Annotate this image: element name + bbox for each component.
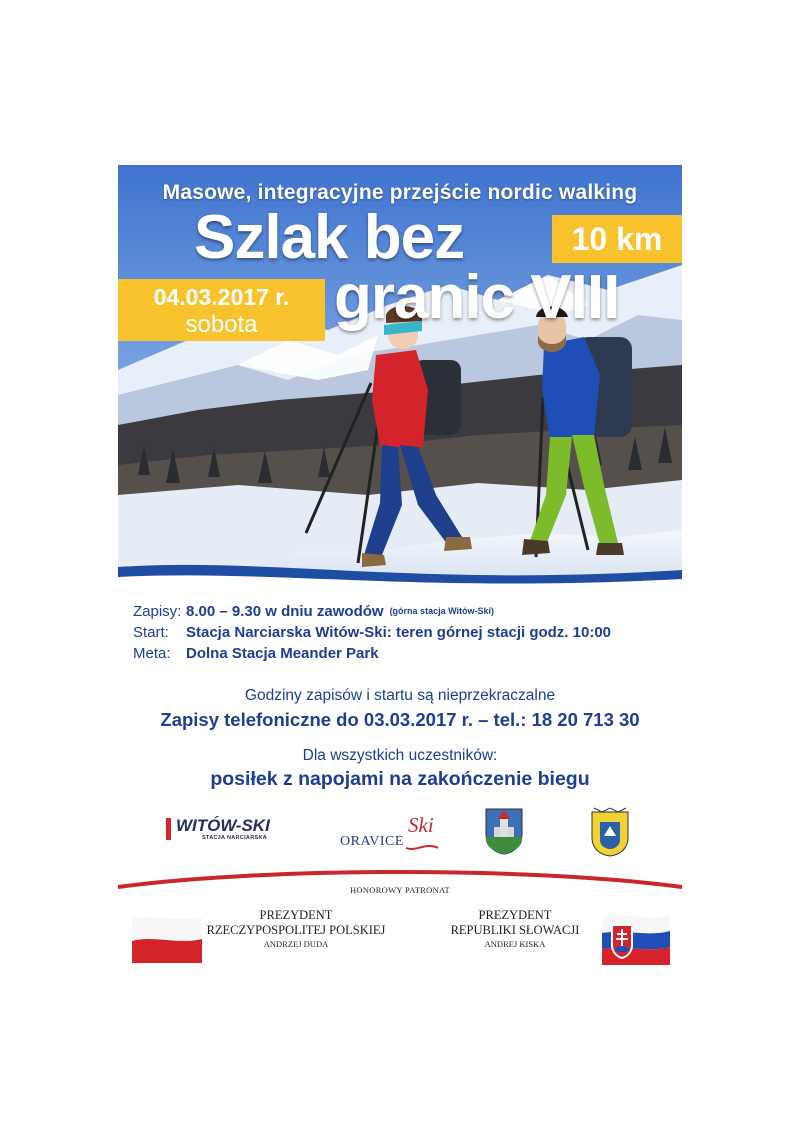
event-weekday: sobota — [185, 311, 258, 338]
schedule-row-start — [133, 622, 673, 643]
patron-country: REPUBLIKI SŁOWACJI — [450, 923, 580, 937]
witow-ski-logo-text: WITÓW-SKI — [176, 816, 270, 835]
schedule-note: (górna stacja Witów-Ski) — [389, 606, 494, 616]
oravice-logo-text: ORAVICE — [340, 834, 404, 849]
schedule-block — [133, 601, 673, 664]
oravice-swoosh-icon — [340, 808, 440, 858]
event-poster — [118, 165, 682, 985]
patron-name: ANDRZEJ DUDA — [263, 939, 329, 949]
witow-ski-logo-subtext: STACJA NARCIARSKA — [202, 835, 267, 841]
municipal-crest-icon — [484, 807, 524, 855]
poland-flag-icon — [132, 913, 202, 963]
distance-badge: 10 km — [552, 215, 682, 263]
municipal-crest-icon — [588, 806, 632, 858]
schedule-row-finish — [133, 643, 673, 664]
patron-slovakia — [430, 908, 600, 950]
hero-image — [118, 165, 682, 587]
deadline-notice: Godziny zapisów i startu są nieprzekraczalne — [244, 687, 556, 704]
schedule-label: Zapisy: — [133, 603, 182, 620]
slovakia-flag-icon — [602, 913, 670, 965]
oravice-logo-ski: Ski — [408, 813, 434, 837]
phone-registration: Zapisy telefoniczne do 03.03.2017 r. – tel.: 18 20 713 30 — [160, 709, 640, 730]
date-badge — [118, 279, 325, 341]
event-subtitle: Masowe, integracyjne przejście nordic walking — [162, 181, 638, 204]
schedule-value: Stacja Narciarska Witów-Ski: teren górnej stacji godz. 10:00 — [186, 624, 612, 641]
schedule-value: Dolna Stacja Meander Park — [186, 645, 379, 662]
patronage-title: HONOROWY PATRONAT — [349, 885, 451, 895]
patron-country: RZECZYPOSPOLITEJ POLSKIEJ — [206, 923, 386, 937]
schedule-row-registration — [133, 601, 673, 622]
schedule-value: 8.00 – 9.30 w dniu zawodów — [186, 603, 384, 620]
patron-name: ANDREJ KISKA — [484, 939, 546, 949]
participants-notice: Dla wszystkich uczestników: — [302, 747, 498, 764]
patron-title: PREZYDENT — [259, 908, 333, 922]
schedule-label: Start: — [133, 624, 169, 641]
event-title-line1: Szlak bez — [194, 203, 465, 272]
event-title-line2: granic VIII — [334, 263, 620, 332]
schedule-label: Meta: — [133, 645, 171, 662]
event-date: 04.03.2017 r. — [153, 284, 290, 310]
witow-ski-logo — [166, 816, 294, 842]
patron-poland — [196, 908, 396, 950]
patron-title: PREZYDENT — [478, 908, 552, 922]
meal-notice: posiłek z napojami na zakończenie biegu — [210, 768, 590, 790]
oravice-logo — [340, 808, 440, 858]
